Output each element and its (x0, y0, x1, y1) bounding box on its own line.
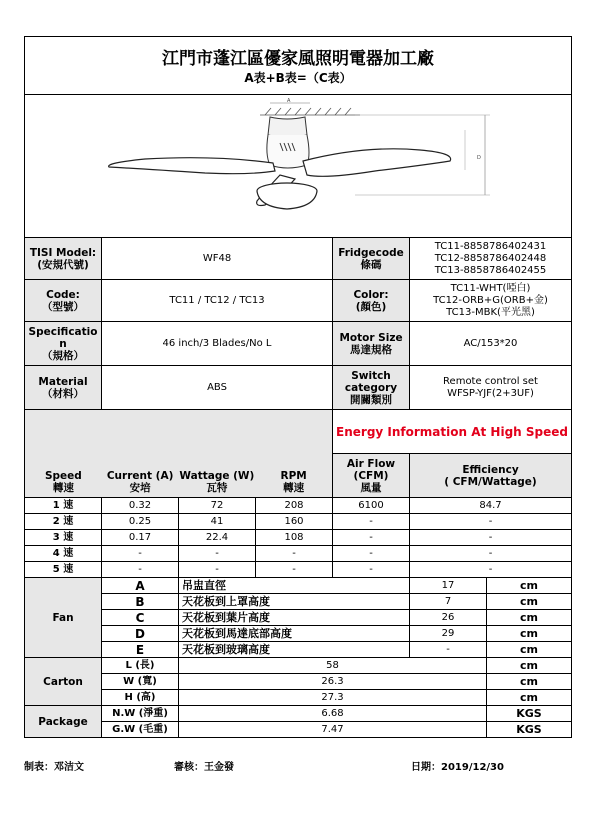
fan-value: 26 (410, 610, 487, 626)
carton-unit: cm (487, 658, 572, 674)
current-cell: 0.25 (102, 514, 179, 530)
energy-header-left (25, 410, 333, 498)
switch-category-label: Switch category 開關類別 (333, 366, 410, 410)
ceiling-fan-drawing (25, 95, 570, 237)
fan-unit: cm (487, 626, 572, 642)
speed-row (25, 546, 572, 562)
dim-label-a: A (287, 98, 291, 104)
fan-unit: cm (487, 642, 572, 658)
company-title: 江門市蓬江區優家風照明電器加工廠 (162, 48, 434, 69)
package-dim: G.W (毛重) (102, 722, 179, 738)
carton-unit: cm (487, 690, 572, 706)
wattage-cell: 22.4 (179, 530, 256, 546)
package-row (25, 706, 572, 722)
tisi-value: WF48 (102, 238, 333, 280)
carton-dim: H (高) (102, 690, 179, 706)
package-dim: N.W (淨重) (102, 706, 179, 722)
fan-letter: D (102, 626, 179, 642)
rpm-cell: 160 (256, 514, 333, 530)
sheet-subtitle: A表+B表=（C表） (244, 70, 352, 85)
fan-letter: E (102, 642, 179, 658)
carton-row (25, 674, 572, 690)
carton-dim: L (長) (102, 658, 179, 674)
efficiency-cell: - (410, 530, 572, 546)
col-airflow-header: Air Flow (CFM) 風量 (333, 454, 410, 498)
wattage-cell: 41 (179, 514, 256, 530)
motor-size-value: AC/153*20 (410, 322, 572, 366)
fan-value: 17 (410, 578, 487, 594)
airflow-cell: - (333, 514, 410, 530)
fan-row (25, 594, 572, 610)
speed-row (25, 530, 572, 546)
fan-row (25, 610, 572, 626)
efficiency-cell: 84.7 (410, 498, 572, 514)
current-cell: 0.32 (102, 498, 179, 514)
carton-unit: cm (487, 674, 572, 690)
airflow-cell: - (333, 562, 410, 578)
speed-cell: 1 速 (25, 498, 102, 514)
col-speed-header: Speed 轉速 (44, 470, 82, 494)
rpm-cell: - (256, 562, 333, 578)
fan-desc: 天花板到葉片高度 (179, 610, 410, 626)
current-cell: 0.17 (102, 530, 179, 546)
spec-sheet (24, 36, 571, 738)
efficiency-cell: - (410, 546, 572, 562)
carton-row (25, 658, 572, 674)
rpm-cell: - (256, 546, 333, 562)
speed-cell: 2 速 (25, 514, 102, 530)
package-row (25, 722, 572, 738)
fan-unit: cm (487, 578, 572, 594)
fan-unit: cm (487, 610, 572, 626)
airflow-cell: - (333, 546, 410, 562)
maker-text: 制表：邓洁文 (24, 762, 84, 773)
speed-row (25, 514, 572, 530)
speed-cell: 4 速 (25, 546, 102, 562)
current-cell: - (102, 562, 179, 578)
spec-table (24, 36, 572, 738)
fan-row (25, 642, 572, 658)
material-value: ABS (102, 366, 333, 410)
package-unit: KGS (487, 706, 572, 722)
col-current-header: Current (A) 安培 (106, 470, 174, 494)
fan-row (25, 626, 572, 642)
fan-diagram-cell (25, 95, 572, 238)
wattage-cell: - (179, 546, 256, 562)
reviewer-text: 審核：王金發 (174, 762, 234, 773)
code-label: Code: （型號） (25, 280, 102, 322)
package-unit: KGS (487, 722, 572, 738)
material-label: Material （材料） (25, 366, 102, 410)
speed-cell: 3 速 (25, 530, 102, 546)
efficiency-cell: - (410, 514, 572, 530)
package-label: Package (25, 706, 102, 738)
tisi-label: TISI Model: (安規代號) (25, 238, 102, 280)
specification-value: 46 inch/3 Blades/No L (102, 322, 333, 366)
energy-heading: Energy Information At High Speed (333, 410, 572, 454)
rpm-cell: 108 (256, 530, 333, 546)
fan-desc: 天花板到馬達底部高度 (179, 626, 410, 642)
color-values: TC11-WHT(啞白) TC12-ORB+G(ORB+金) TC13-MBK(平光黑) (410, 280, 572, 322)
fan-letter: A (102, 578, 179, 594)
switch-category-value: Remote control set WFSP-YJF(2+3UF) (410, 366, 572, 410)
fan-row (25, 578, 572, 594)
rpm-cell: 208 (256, 498, 333, 514)
wattage-cell: 72 (179, 498, 256, 514)
fridgecode-label: Fridgecode 條碼 (333, 238, 410, 280)
fan-value: 29 (410, 626, 487, 642)
speed-cell: 5 速 (25, 562, 102, 578)
carton-label: Carton (25, 658, 102, 706)
carton-dim: W (寬) (102, 674, 179, 690)
col-rpm-header: RPM 轉速 (280, 470, 307, 494)
efficiency-cell: - (410, 562, 572, 578)
package-value: 6.68 (179, 706, 487, 722)
dim-label-d: D (477, 155, 481, 161)
ceiling-hatch (260, 108, 360, 115)
fan-light-bowl (257, 183, 317, 209)
fan-motor-housing (267, 117, 309, 168)
airflow-cell: 6100 (333, 498, 410, 514)
carton-value: 58 (179, 658, 487, 674)
airflow-cell: - (333, 530, 410, 546)
color-label: Color: (顏色) (333, 280, 410, 322)
fan-label: Fan (25, 578, 102, 658)
speed-row (25, 498, 572, 514)
carton-row (25, 690, 572, 706)
carton-value: 27.3 (179, 690, 487, 706)
wattage-cell: - (179, 562, 256, 578)
specification-label: Specificatio n （規格） (25, 322, 102, 366)
fridgecode-values: TC11-8858786402431 TC12-8858786402448 TC13-8858786402455 (410, 238, 572, 280)
fan-letter: B (102, 594, 179, 610)
col-wattage-header: Wattage (W) 瓦特 (179, 470, 255, 494)
fan-desc: 天花板到玻璃高度 (179, 642, 410, 658)
carton-value: 26.3 (179, 674, 487, 690)
date-text: 日期：2019/12/30 (411, 762, 504, 773)
fan-value: 7 (410, 594, 487, 610)
package-value: 7.47 (179, 722, 487, 738)
fan-letter: C (102, 610, 179, 626)
speed-row (25, 562, 572, 578)
current-cell: - (102, 546, 179, 562)
col-efficiency-header: Efficiency ( CFM/Wattage) (410, 454, 572, 498)
fan-unit: cm (487, 594, 572, 610)
fan-value: - (410, 642, 487, 658)
motor-size-label: Motor Size 馬達規格 (333, 322, 410, 366)
sheet-footer (24, 758, 571, 774)
code-value: TC11 / TC12 / TC13 (102, 280, 333, 322)
header-cell (25, 37, 572, 95)
fan-desc: 天花板到上罩高度 (179, 594, 410, 610)
fan-desc: 吊盅直徑 (179, 578, 410, 594)
